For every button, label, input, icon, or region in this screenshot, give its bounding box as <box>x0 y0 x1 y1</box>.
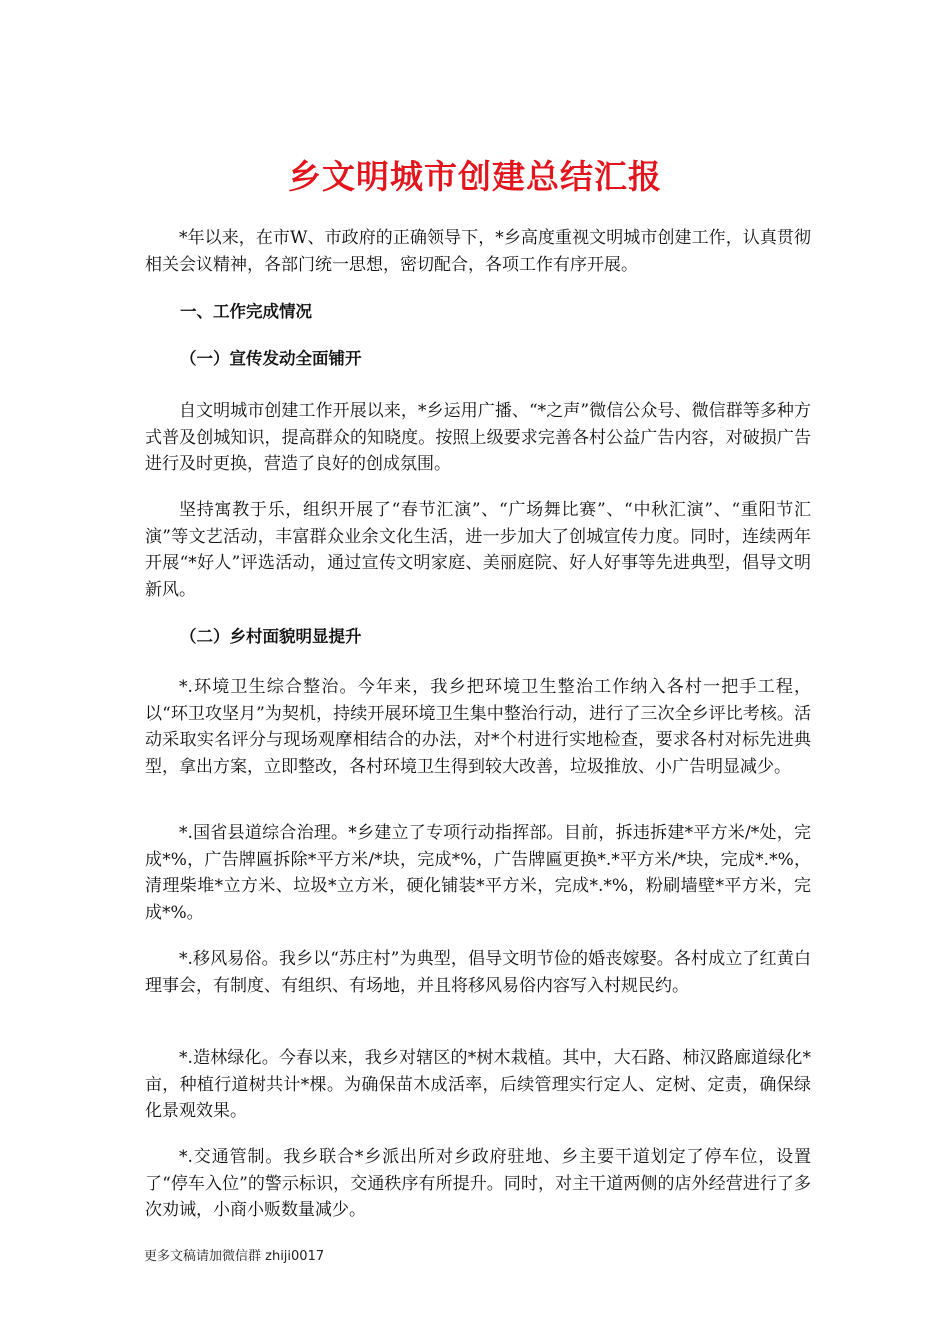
village-paragraph-customs: *.移风易俗。我乡以“苏庄村”为典型，倡导文明节俭的婚丧嫁娶。各村成立了红黄白理事会，有制度、有组织、有场地，并且将移风易俗内容写入村规民约。 <box>145 949 811 996</box>
subsection-heading-village: （二）乡村面貌明显提升 <box>180 627 362 646</box>
document-title: 乡文明城市创建总结汇报 <box>288 157 662 196</box>
village-paragraph-greening: *.造林绿化。今春以来，我乡对辖区的*树木栽植。其中，大石路、柿汉路廊道绿化*亩，种植行道树共计*棵。为确保苗木成活率，后续管理实行定人、定树、定责，确保绿化景观效果。 <box>145 1048 811 1121</box>
subsection-heading-publicity: （一）宣传发动全面铺开 <box>180 349 362 368</box>
village-paragraph-roads: *.国省县道综合治理。*乡建立了专项行动指挥部。目前，拆违拆建*平方米/*处，完成*%，广告牌匾拆除*平方米/*块，完成*%，广告牌匾更换*.*平方米/*块，完成*.*%，清理柴堆*立方米、垃圾*立方米，硬化铺装*平方米，完成*.*%，粉刷墙壁*平方米，完成*%。 <box>145 823 811 923</box>
publicity-paragraph-2: 坚持寓教于乐，组织开展了“春节汇演”、“广场舞比赛”、“中秋汇演”、“重阳节汇演”等文艺活动，丰富群众业余文化生活，进一步加大了创城宣传力度。同时，连续两年开展“*好人”评选活动，通过宣传文明家庭、美丽庭院、好人好事等先进典型，倡导文明新风。 <box>145 500 811 600</box>
section-heading-work-status: 一、工作完成情况 <box>180 302 312 321</box>
footer-note: 更多文稿请加微信群 zhiji0017 <box>144 1249 325 1264</box>
intro-paragraph: *年以来，在市W、市政府的正确领导下，*乡高度重视文明城市创建工作，认真贯彻相关会议精神，各部门统一思想，密切配合，各项工作有序开展。 <box>145 228 811 275</box>
village-paragraph-traffic: *.交通管制。我乡联合*乡派出所对乡政府驻地、乡主要干道划定了停车位，设置了“停车入位”的警示标识，交通秩序有所提升。同时，对主干道两侧的店外经营进行了多次劝诫，小商小贩数量减少。 <box>145 1147 811 1220</box>
publicity-paragraph-1: 自文明城市创建工作开展以来，*乡运用广播、“*之声”微信公众号、微信群等多种方式普及创城知识，提高群众的知晓度。按照上级要求完善各村公益广告内容，对破损广告进行及时更换，营造了良好的创成氛围。 <box>145 401 811 474</box>
village-paragraph-sanitation: *.环境卫生综合整治。今年来，我乡把环境卫生整治工作纳入各村一把手工程，以“环卫攻坚月”为契机，持续开展环境卫生集中整治行动，进行了三次全乡评比考核。活动采取实名评分与现场观摩相结合的办法，对*个村进行实地检查，要求各村对标先进典型，拿出方案，立即整改，各村环境卫生得到较大改善，垃圾推放、小广告明显减少。 <box>145 677 811 777</box>
